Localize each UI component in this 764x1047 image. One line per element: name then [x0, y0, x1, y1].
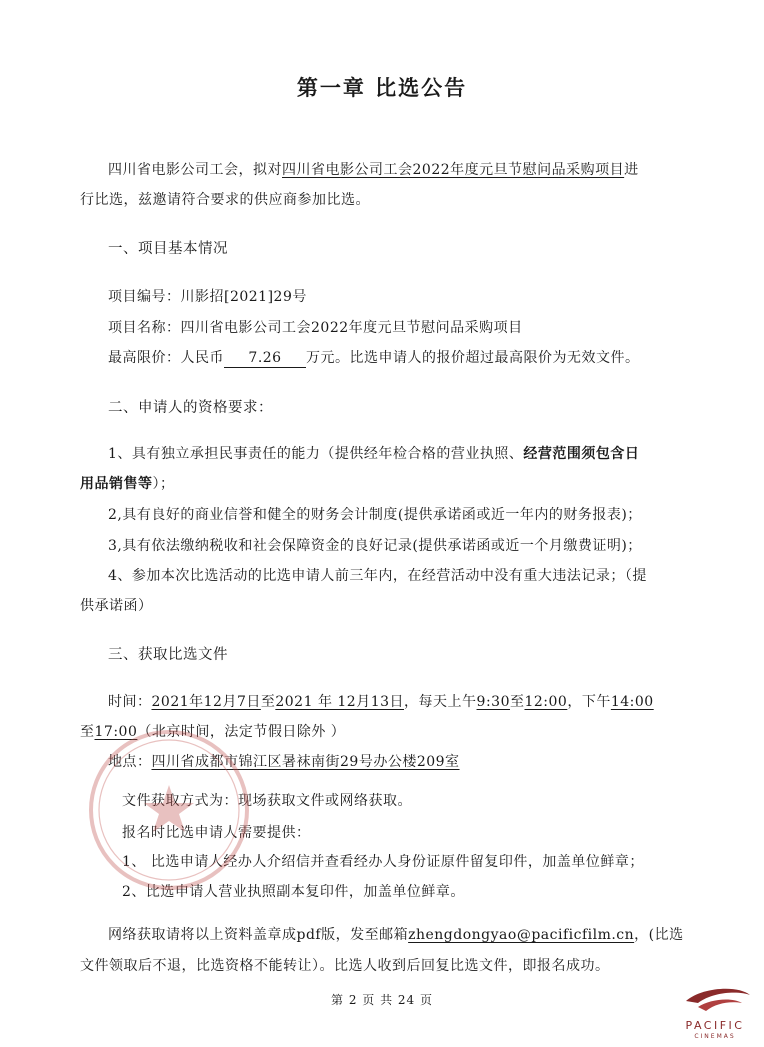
time-line [108, 692, 654, 712]
requirement-4-line-1: 4、参加本次比选活动的比选申请人前三年内，在经营活动中没有重大违法记录；（提 [108, 568, 647, 584]
online-line-1 [108, 925, 684, 945]
place-label: 地点： [108, 754, 152, 770]
to-text: 至 [509, 694, 525, 710]
provide-item-1: 1、 比选申请人经办人介绍信并查看经办人身份证原件留复印件，加盖单位鲜章； [122, 854, 644, 870]
online-prefix: 网络获取请将以上资料盖章成pdf版，发至邮箱 [108, 927, 409, 943]
max-price-value: 7.26 [224, 349, 306, 368]
max-price-suffix: 万元。比选申请人的报价超过最高限价为无效文件。 [306, 350, 640, 366]
intro-line-1 [108, 160, 639, 180]
logo-subtext: CINEMAS [694, 1033, 736, 1040]
requirement-1-scope: 经营范围须包含日 [523, 446, 640, 462]
provide-item-2: 2、比选申请人营业执照副本复印件，加盖单位鲜章。 [122, 884, 465, 900]
section-3-heading: 三、获取比选文件 [108, 647, 228, 663]
pm-label: ，下午 [567, 694, 611, 710]
logo-text: PACIFIC [685, 1019, 745, 1032]
company-seal-icon [84, 725, 254, 895]
requirement-3: 3,具有依法缴纳税收和社会保障资金的良好记录(提供承诺函或近一个月缴费证明)； [108, 538, 642, 554]
online-line-2: 文件领取后不退，比选资格不能转让）。比选人收到后回复比选文件，即报名成功。 [80, 958, 610, 974]
pm-end: 17:00 [94, 724, 138, 740]
date-start: 2021年12月7日 [151, 694, 261, 710]
daily-text: ，每天上午 [404, 694, 477, 710]
intro-line-2: 行比选，兹邀请符合要求的供应商参加比选。 [80, 192, 370, 208]
intro-prefix: 四川省电影公司工会，拟对 [108, 162, 282, 178]
time-note: （北京时间，法定节假日除外 ） [137, 724, 346, 740]
intro-suffix: 进 [624, 162, 639, 178]
requirement-1-end: ）； [152, 476, 175, 492]
page-number: 第 2 页 共 24 页 [331, 993, 433, 1007]
project-name: 项目名称：四川省电影公司工会2022年度元旦节慰问品采购项目 [108, 320, 523, 336]
date-end: 2021 年 12月13日 [275, 694, 405, 710]
acquire-method: 文件获取方式为：现场获取文件或网络获取。 [122, 793, 412, 809]
time-label: 时间： [108, 694, 152, 710]
place-address: 四川省成都市锦江区暑袜南街29号办公楼209室 [151, 754, 460, 770]
intro-project-name: 四川省电影公司工会2022年度元旦节慰问品采购项目 [282, 162, 625, 178]
am-end: 12:00 [524, 694, 568, 710]
requirement-1-line-1 [108, 444, 639, 464]
am-start: 9:30 [476, 694, 510, 710]
page-title: 第一章 比选公告 [296, 76, 468, 100]
max-price-line [108, 348, 640, 368]
section-1-heading: 一、项目基本情况 [108, 241, 228, 257]
project-number: 项目编号：川影招[2021]29号 [108, 289, 307, 305]
to-text: 至 [80, 724, 95, 740]
requirement-1-line-2 [80, 474, 175, 494]
email-link[interactable]: zhengdongyao@pacificfilm.cn [408, 927, 635, 943]
section-2-heading: 二、申请人的资格要求： [108, 400, 273, 416]
requirement-4-line-2: 供承诺函） [80, 598, 153, 614]
max-price-prefix: 最高限价：人民币 [108, 350, 224, 366]
to-text: 至 [260, 694, 276, 710]
pm-start: 14:00 [610, 694, 654, 710]
provide-heading: 报名时比选申请人需要提供： [122, 825, 311, 841]
requirement-1-text: 1、具有独立承担民事责任的能力（提供经年检合格的营业执照、 [108, 446, 524, 462]
requirement-1-scope-end: 用品销售等 [80, 476, 153, 492]
requirement-2: 2,具有良好的商业信誉和健全的财务会计制度(提供承诺函或近一年内的财务报表)； [108, 507, 642, 523]
online-suffix: ，(比选 [634, 927, 684, 943]
